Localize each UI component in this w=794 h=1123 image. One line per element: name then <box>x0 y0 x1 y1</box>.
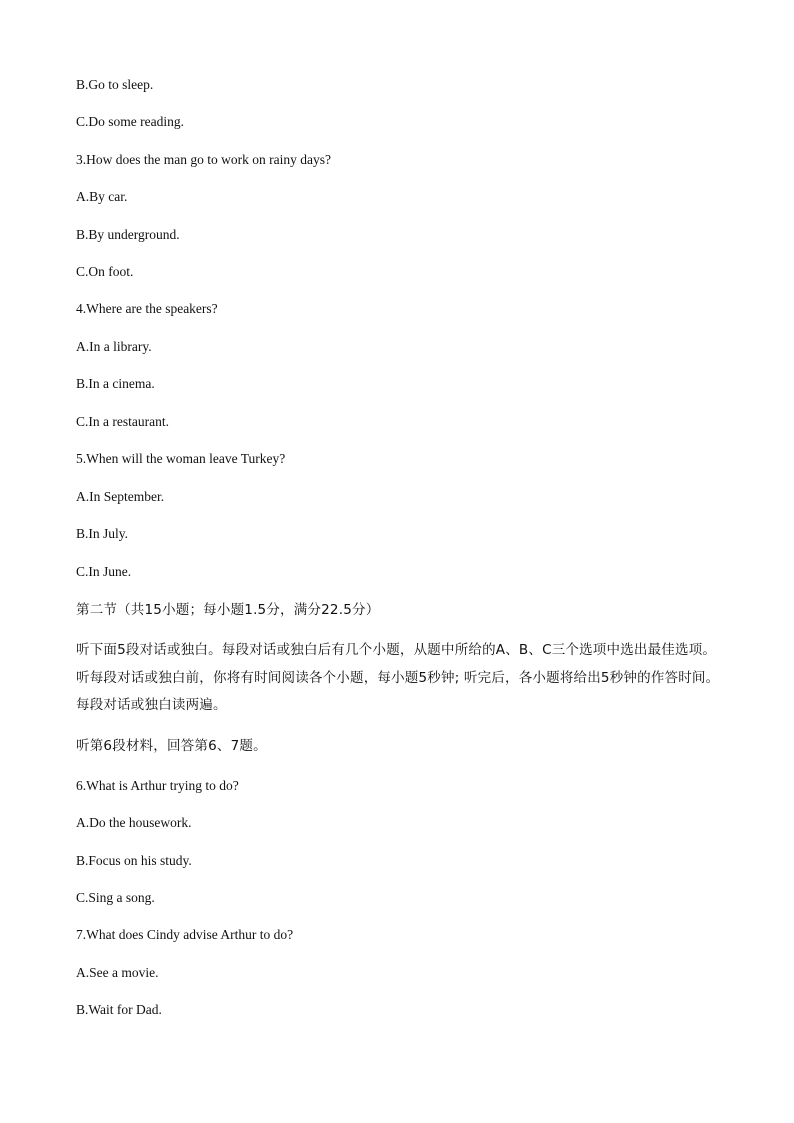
option-2b: B.Go to sleep. <box>76 77 154 92</box>
option-2c: C.Do some reading. <box>76 114 184 129</box>
question-4: 4.Where are the speakers? <box>76 301 218 316</box>
instructions-line-1: 听下面5段对话或独白。每段对话或独白后有几个小题，从题中所给的A、B、C三个选项中选出最佳选项。 <box>76 642 717 658</box>
option-6c: C.Sing a song. <box>76 890 155 905</box>
question-6: 6.What is Arthur trying to do? <box>76 778 239 793</box>
option-5b: B.In July. <box>76 526 129 541</box>
option-4a: A.In a library. <box>76 339 152 354</box>
option-3a: A.By car. <box>76 189 128 204</box>
instructions-line-2: 听每段对话或独白前，你将有时间阅读各个小题，每小题5秒钟; 听完后，各小题将给出5秒钟的作答时间。 <box>76 670 720 686</box>
option-7b: B.Wait for Dad. <box>76 1002 162 1017</box>
option-6a: A.Do the housework. <box>76 815 192 830</box>
question-5: 5.When will the woman leave Turkey? <box>76 451 286 466</box>
question-7: 7.What does Cindy advise Arthur to do? <box>76 927 294 942</box>
option-6b: B.Focus on his study. <box>76 853 192 868</box>
option-4b: B.In a cinema. <box>76 376 155 391</box>
option-5a: A.In September. <box>76 489 165 504</box>
option-3c: C.On foot. <box>76 264 134 279</box>
option-4c: C.In a restaurant. <box>76 414 169 429</box>
option-5c: C.In June. <box>76 564 132 579</box>
material-6-instruction: 听第6段材料，回答第6、7题。 <box>76 738 267 754</box>
option-3b: B.By underground. <box>76 227 180 242</box>
section-heading: 第二节（共15小题；每小题1.5分，满分22.5分） <box>76 602 380 618</box>
question-3: 3.How does the man go to work on rainy days? <box>76 152 331 167</box>
instructions-line-3: 每段对话或独白读两遍。 <box>76 697 227 713</box>
option-7a: A.See a movie. <box>76 965 159 980</box>
